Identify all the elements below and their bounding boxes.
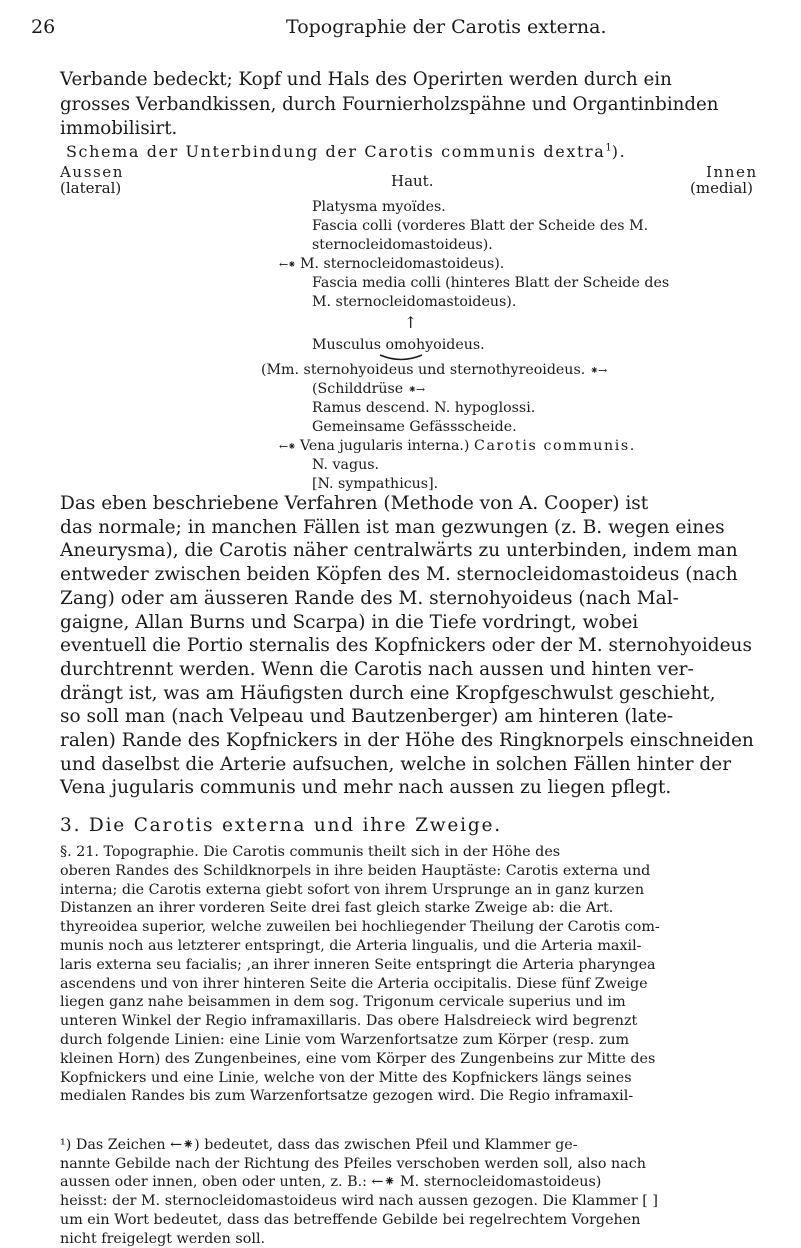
schema-layer-fascia-media-cont: M. sternocleidomastoideus). — [312, 294, 517, 310]
up-arrow-icon: ↑ — [404, 313, 418, 332]
text-line: und daselbst die Arterie aufsuchen, welche in solchen Fällen hinter der — [60, 753, 732, 775]
text-line: kleinen Horn) des Zungenbeines, eine vom Körper des Zungenbeins zur Mitte des — [60, 1050, 656, 1067]
footnote — [60, 1136, 766, 1248]
text-line: unteren Winkel der Regio inframaxillaris. Das obere Halsdreieck wird begrenzt — [60, 1013, 638, 1030]
text-line: liegen ganz nahe beisammen in dem sog. Trigonum cervicale superius und im — [60, 994, 626, 1011]
text-line: Verbande bedeckt; Kopf und Hals des Operirten werden durch ein — [60, 69, 672, 90]
schema-layer-carotis-text: Carotis communis. — [473, 438, 636, 454]
text-line: durchtrennt werden. Wenn die Carotis nach aussen und hinten ver- — [60, 658, 694, 680]
schema-layer-sympathicus: [N. sympathicus]. — [312, 476, 439, 492]
text-line: Aneurysma), die Carotis näher centralwärts zu unterbinden, indem man — [60, 540, 738, 562]
text-line: medialen Randes bis zum Warzenfortsatze gezogen wird. Die Regio inframaxil- — [60, 1088, 634, 1105]
running-title: Topographie der Carotis externa. — [286, 16, 607, 38]
text-line: gaigne, Allan Burns und Scarpa) in die Tiefe vordringt, wobei — [60, 611, 639, 633]
schema-title-end: ). — [611, 142, 627, 161]
schema-layer-omohyoideus: Musculus omohyoideus. — [312, 337, 485, 353]
schema-layer-ramus: Ramus descend. N. hypoglossi. — [312, 400, 536, 416]
schema-layer-fascia-colli: Fascia colli (vorderes Blatt der Scheide des M. — [312, 218, 649, 234]
text-line: §. 21. Topographie. Die Carotis communis theilt sich in der Höhe des — [60, 844, 561, 860]
text-line: munis noch aus letzterer entspringt, die Arteria lingualis, und die Arteria maxil- — [60, 937, 642, 954]
text-line: so soll man (nach Velpeau und Bautzenberger) am hinteren (late- — [60, 706, 674, 728]
text-line: eventuell die Portio sternalis des Kopfnickers oder der M. sternohyoideus — [60, 635, 752, 657]
intro-paragraph — [60, 68, 760, 142]
inner-label-medial: (medial) — [690, 179, 753, 197]
section-heading: 3. Die Carotis externa und ihre Zweige. — [60, 815, 502, 836]
schema-layer-thyroid-text: (Schilddrüse — [312, 381, 404, 397]
schema-layer-sternohyoideus-text: (Mm. sternohyoideus und sternothyreoideus. — [261, 362, 586, 378]
text-line: ralen) Rande des Kopfnickers in der Höhe des Ringknorpels einschneiden — [60, 730, 754, 752]
text-line: immobilisirt. — [60, 118, 178, 140]
schema-layer-vena-text: Vena jugularis interna.) — [299, 438, 470, 454]
schema-layer-platysma: Platysma myoïdes. — [312, 199, 446, 215]
text-line: interna; die Carotis externa giebt sofort von ihrem Ursprunge an in ganz kurzen — [60, 881, 645, 898]
schema-layer-fascia-media: Fascia media colli (hinteres Blatt der Scheide des — [312, 275, 670, 291]
schema-title — [66, 142, 626, 161]
schema-layer-muscle — [279, 255, 504, 275]
skin-label: Haut. — [391, 172, 434, 190]
right-arrow-icon: ⁕→ — [407, 383, 425, 396]
text-line: laris externa seu facialis; ‚an ihrer inneren Seite entspringt die Arteria pharyngea — [60, 956, 656, 973]
right-arrow-icon: ⁕→ — [589, 364, 607, 377]
text-line: Distanzen an ihrer vorderen Seite drei fast gleich starke Zweige ab: die Art. — [60, 900, 614, 917]
footnote-line: nicht freigelegt werden soll. — [60, 1230, 266, 1247]
outer-label-lateral: (lateral) — [60, 179, 122, 197]
schema-layer-sternohyoideus — [261, 361, 606, 381]
left-arrow-icon: ←⁕ — [279, 258, 296, 271]
section-paragraph — [60, 843, 766, 1106]
footnote-line: um ein Wort bedeutet, dass das betreffende Gebilde bei regelrechtem Vorgehen — [60, 1211, 641, 1228]
schema-layer-sheath: Gemeinsame Gefässscheide. — [312, 419, 517, 435]
main-paragraph — [60, 492, 766, 800]
footnote-line: nannte Gebilde nach der Richtung des Pfeiles verschoben werden soll, also nach — [60, 1155, 646, 1172]
schema-layer-muscle-text: M. sternocleidomastoideus). — [299, 256, 505, 272]
footnote-line: heisst: der M. sternocleidomastoideus wird nach aussen gezogen. Die Klammer [ ] — [60, 1193, 658, 1210]
text-line: grosses Verbandkissen, durch Fournierholzspähne und Organtinbinden — [60, 93, 719, 115]
text-line: das normale; in manchen Fällen ist man gezwungen (z. B. wegen eines — [60, 516, 725, 538]
text-line: Kopfnickers und eine Linie, welche von der Mitte des Kopfnickers längs seines — [60, 1069, 632, 1086]
footnote-line: ¹) Das Zeichen ←⁕) bedeutet, dass das zwischen Pfeil und Klammer ge- — [60, 1137, 578, 1153]
schema-layer-vena-carotis — [279, 437, 636, 457]
text-line: entweder zwischen beiden Köpfen des M. sternocleidomastoideus (nach — [60, 564, 738, 586]
text-line: Zang) oder am äusseren Rande des M. sternohyoideus (nach Mal- — [60, 587, 679, 609]
text-line: thyreoidea superior, welche zuweilen bei hochliegender Theilung der Carotis com- — [60, 919, 660, 936]
text-line: Vena jugularis communis und mehr nach aussen zu liegen pflegt. — [60, 777, 672, 799]
schema-layer-thyroid — [312, 380, 424, 400]
outer-label: Aussen — [60, 163, 125, 181]
left-arrow-icon: ←⁕ — [279, 440, 296, 453]
text-line: drängt ist, was am Häufigsten durch eine Kropfgeschwulst geschieht, — [60, 682, 716, 704]
text-line: Das eben beschriebene Verfahren (Methode von A. Cooper) ist — [60, 493, 649, 514]
text-line: ascendens und von ihrer hinteren Seite die Arteria occipitalis. Diese fünf Zweige — [60, 975, 648, 992]
page-number: 26 — [31, 16, 56, 38]
footnote-line: aussen oder innen, oben oder unten, z. B.: ←⁕ M. sternocleidomastoideus) — [60, 1174, 602, 1191]
inner-label: Innen — [706, 163, 758, 181]
schema-layer-vagus: N. vagus. — [312, 457, 380, 473]
text-line: oberen Randes des Schildknorpels in ihre beiden Hauptäste: Carotis externa und — [60, 862, 651, 879]
text-line: durch folgende Linien: eine Linie vom Warzenfortsatze zum Körper (resp. zum — [60, 1031, 630, 1048]
schema-layer-fascia-colli-cont: sternocleidomastoideus). — [312, 237, 493, 253]
footnote-mark: 1 — [605, 142, 612, 154]
schema-title-text: Schema der Unterbindung der Carotis communis dextra — [66, 142, 606, 161]
